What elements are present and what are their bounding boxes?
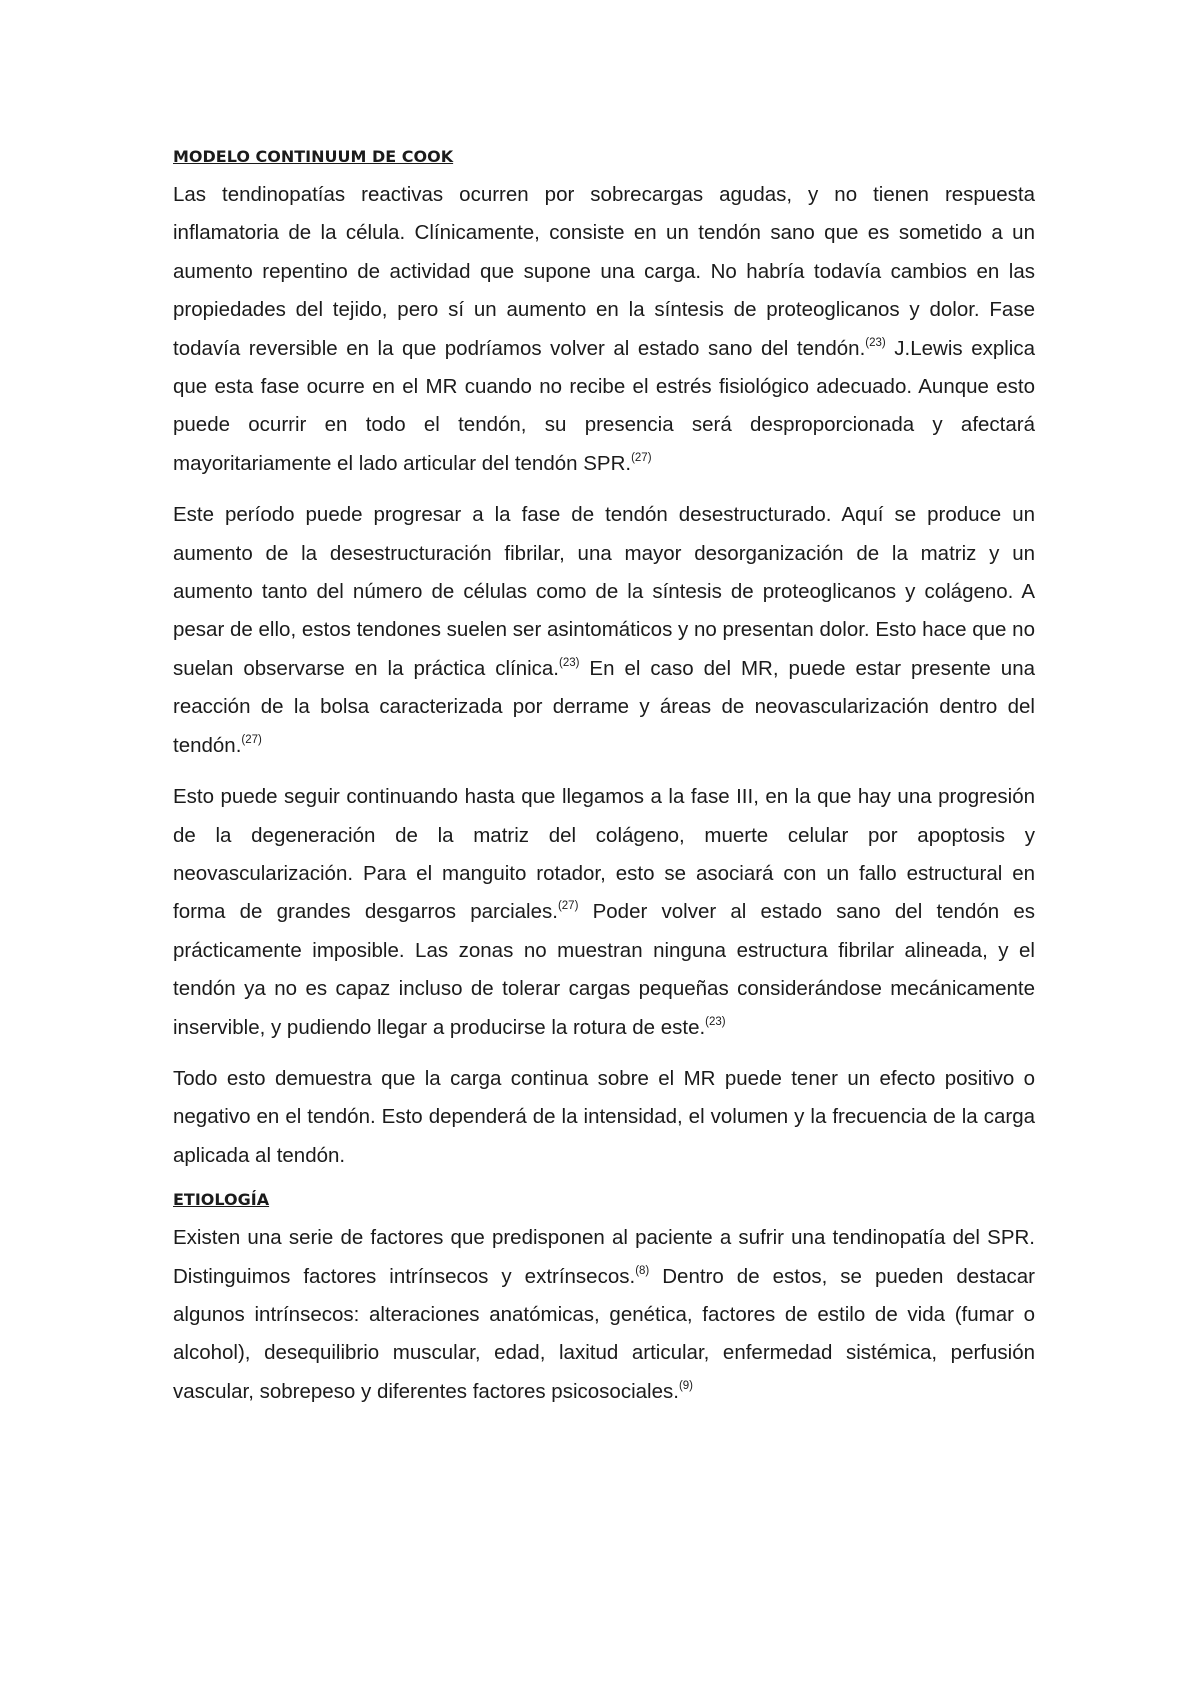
section-heading: MODELO CONTINUUM DE COOK [173, 147, 454, 166]
paragraph-text: Este período puede progresar a la fase de tendón desestructurado. Aquí se produce un aumento de la desestructuración fibrilar, una mayor desorganización de la matriz y un aumento tanto del número de células como de la síntesis de proteoglicanos y colágeno. A pesar de ello, estos tendones suelen ser asintomáticos y no presentan dolor. Esto hace que no suelan observarse en la práctica clínica. [173, 503, 1035, 680]
paragraph-text: J.Lewis explica que esta fase ocurre en el MR cuando no recibe el estrés fisiológico adecuado. Aunque esto puede ocurrir en todo el tendón, su presencia será desproporcionada y afectará mayoritariamente el lado articular del tendón SPR. [173, 336, 1036, 475]
citation-ref: (9) [678, 1379, 693, 1392]
paragraph [173, 176, 1035, 483]
paragraph-text: Las tendinopatías reactivas ocurren por sobrecargas agudas, y no tienen respuesta inflamatoria de la célula. Clínicamente, consiste en un tendón sano que es sometido a un aumento repentino de actividad que supone una carga. No habría todavía cambios en las propiedades del tejido, pero sí un aumento en la síntesis de proteoglicanos y dolor. Fase todavía reversible en la que podríamos volver al estado sano del tendón. [173, 183, 1035, 360]
section-heading: ETIOLOGÍA [173, 1190, 270, 1210]
paragraph [173, 496, 1035, 765]
citation-ref: (23) [559, 656, 580, 669]
section-etiologia [173, 1189, 1035, 1411]
citation-ref: (27) [557, 900, 579, 913]
paragraph [173, 1219, 1035, 1411]
citation-ref: (27) [631, 451, 652, 464]
paragraph-text: Esto puede seguir continuando hasta que llegamos a la fase III, en la que hay una progresión de la degeneración de la matriz del colágeno, muerte celular por apoptosis y neovascularización. Para el manguito rotador, esto se asociará con un fallo estructural en forma de grandes desgarros parciales. [173, 785, 1035, 924]
paragraph: Todo esto demuestra que la carga continua sobre el MR puede tener un efecto positivo o negativo en el tendón. Esto dependerá de la intensidad, el volumen y la frecuencia de la carga aplicada al tendón. [173, 1066, 1035, 1167]
paragraph-text: Existen una serie de factores que predisponen al paciente a sufrir una tendinopatía del SPR. Distinguimos factores intrínsecos y extrínsecos. [173, 1226, 1035, 1288]
citation-ref: (8) [635, 1264, 650, 1277]
paragraph-text: Poder volver al estado sano del tendón es prácticamente imposible. Las zonas no muestran ninguna estructura fibrilar alineada, y el tendón ya no es capaz incluso de tolerar cargas pequeñas considerándose mecánicamente inservible, y pudiendo llegar a producirse la rotura de este. [173, 900, 1035, 1039]
section-modelo-continuum [173, 146, 1035, 1175]
paragraph-text: En el caso del MR, puede estar presente una reacción de la bolsa caracterizada por derrame y áreas de neovascularización dentro del tendón. [173, 656, 1035, 757]
citation-ref: (23) [705, 1015, 726, 1028]
paragraph [173, 778, 1035, 1047]
document-page [173, 146, 1035, 1424]
citation-ref: (23) [865, 336, 886, 349]
citation-ref: (27) [241, 733, 262, 746]
paragraph-text: Dentro de estos, se pueden destacar algunos intrínsecos: alteraciones anatómicas, genética, factores de estilo de vida (fumar o alcohol), desequilibrio muscular, edad, laxitud articular, enfermedad sistémica, perfusión vascular, sobrepeso y diferentes factores psicosociales. [173, 1264, 1035, 1403]
